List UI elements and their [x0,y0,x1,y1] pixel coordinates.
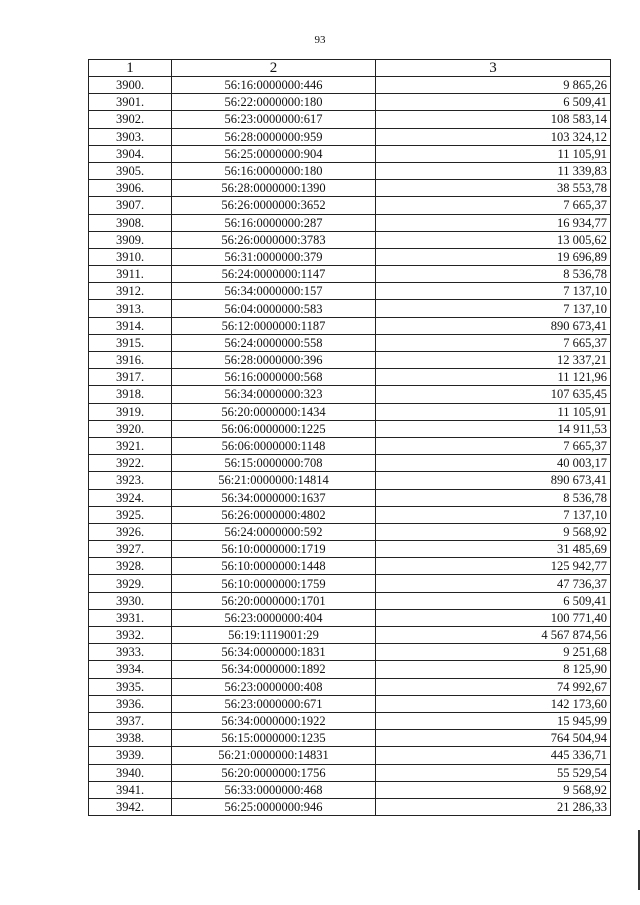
row-value: 890 673,41 [376,472,611,489]
row-value: 40 003,17 [376,455,611,472]
table-row [89,369,611,386]
table-row [89,214,611,231]
cadastral-number: 56:23:0000000:408 [172,678,376,695]
cadastral-number: 56:16:0000000:287 [172,214,376,231]
row-value: 6 509,41 [376,592,611,609]
cadastral-number: 56:26:0000000:3652 [172,197,376,214]
row-value: 8 536,78 [376,266,611,283]
cadastral-number: 56:28:0000000:396 [172,352,376,369]
table-row [89,764,611,781]
cadastral-number: 56:34:0000000:1831 [172,644,376,661]
table-row [89,798,611,815]
cadastral-number: 56:34:0000000:1892 [172,661,376,678]
row-number: 3912. [89,283,172,300]
cadastral-number: 56:34:0000000:157 [172,283,376,300]
table-row [89,609,611,626]
row-number: 3906. [89,180,172,197]
cadastral-number: 56:24:0000000:558 [172,334,376,351]
table-row [89,472,611,489]
cadastral-number: 56:23:0000000:671 [172,695,376,712]
row-number: 3937. [89,712,172,729]
cadastral-number: 56:26:0000000:4802 [172,506,376,523]
cadastral-number: 56:20:0000000:1434 [172,403,376,420]
row-number: 3916. [89,352,172,369]
cadastral-number: 56:10:0000000:1759 [172,575,376,592]
row-number: 3921. [89,437,172,454]
cadastral-number: 56:12:0000000:1187 [172,317,376,334]
row-value: 103 324,12 [376,128,611,145]
cadastral-number: 56:21:0000000:14831 [172,747,376,764]
table-row [89,352,611,369]
row-value: 55 529,54 [376,764,611,781]
row-number: 3907. [89,197,172,214]
cadastral-number: 56:15:0000000:708 [172,455,376,472]
row-number: 3910. [89,248,172,265]
table-row [89,94,611,111]
row-value: 74 992,67 [376,678,611,695]
row-number: 3915. [89,334,172,351]
table-row [89,248,611,265]
row-value: 7 665,37 [376,437,611,454]
cadastral-number: 56:16:0000000:446 [172,77,376,94]
cadastral-number: 56:34:0000000:323 [172,386,376,403]
row-value: 7 665,37 [376,197,611,214]
cadastral-number: 56:34:0000000:1922 [172,712,376,729]
table-row [89,558,611,575]
row-number: 3942. [89,798,172,815]
row-value: 13 005,62 [376,231,611,248]
row-number: 3902. [89,111,172,128]
row-number: 3924. [89,489,172,506]
cadastral-number: 56:28:0000000:1390 [172,180,376,197]
row-value: 9 568,92 [376,523,611,540]
table-row [89,747,611,764]
table-row [89,661,611,678]
table-row [89,644,611,661]
table-row [89,678,611,695]
table-row [89,197,611,214]
table-row [89,627,611,644]
row-value: 107 635,45 [376,386,611,403]
table-row [89,523,611,540]
row-value: 445 336,71 [376,747,611,764]
row-number: 3935. [89,678,172,695]
cadastral-number: 56:16:0000000:568 [172,369,376,386]
row-number: 3919. [89,403,172,420]
table-row [89,489,611,506]
table-row [89,592,611,609]
cadastral-number: 56:24:0000000:592 [172,523,376,540]
row-value: 9 865,26 [376,77,611,94]
row-value: 19 696,89 [376,248,611,265]
row-number: 3934. [89,661,172,678]
table-row [89,506,611,523]
cadastral-number: 56:28:0000000:959 [172,128,376,145]
row-value: 4 567 874,56 [376,627,611,644]
table-body [89,77,611,816]
row-number: 3904. [89,145,172,162]
cadastral-number: 56:26:0000000:3783 [172,231,376,248]
row-number: 3938. [89,730,172,747]
row-number: 3920. [89,420,172,437]
row-value: 38 553,78 [376,180,611,197]
table-row [89,386,611,403]
row-value: 8 536,78 [376,489,611,506]
row-number: 3929. [89,575,172,592]
cadastral-table [88,59,611,816]
table-row [89,437,611,454]
row-number: 3932. [89,627,172,644]
row-number: 3931. [89,609,172,626]
row-number: 3911. [89,266,172,283]
table-row [89,145,611,162]
cadastral-number: 56:15:0000000:1235 [172,730,376,747]
row-value: 11 105,91 [376,403,611,420]
row-value: 31 485,69 [376,541,611,558]
row-value: 9 251,68 [376,644,611,661]
row-value: 21 286,33 [376,798,611,815]
cadastral-number: 56:10:0000000:1448 [172,558,376,575]
row-value: 7 137,10 [376,506,611,523]
row-number: 3905. [89,162,172,179]
row-number: 3923. [89,472,172,489]
table-row [89,575,611,592]
table-row [89,730,611,747]
row-value: 47 736,37 [376,575,611,592]
row-value: 7 137,10 [376,283,611,300]
row-value: 15 945,99 [376,712,611,729]
row-value: 142 173,60 [376,695,611,712]
cadastral-number: 56:06:0000000:1225 [172,420,376,437]
table-row [89,111,611,128]
table-row [89,128,611,145]
cadastral-number: 56:23:0000000:404 [172,609,376,626]
cadastral-number: 56:06:0000000:1148 [172,437,376,454]
row-value: 125 942,77 [376,558,611,575]
row-value: 11 105,91 [376,145,611,162]
table-row [89,231,611,248]
row-value: 12 337,21 [376,352,611,369]
column-header-2: 2 [172,60,376,77]
table-row [89,180,611,197]
cadastral-number: 56:22:0000000:180 [172,94,376,111]
row-number: 3918. [89,386,172,403]
row-value: 764 504,94 [376,730,611,747]
row-number: 3909. [89,231,172,248]
row-value: 100 771,40 [376,609,611,626]
row-value: 890 673,41 [376,317,611,334]
page-number: 93 [314,34,326,46]
row-number: 3913. [89,300,172,317]
row-number: 3928. [89,558,172,575]
row-number: 3927. [89,541,172,558]
row-value: 108 583,14 [376,111,611,128]
row-number: 3926. [89,523,172,540]
table-row [89,266,611,283]
cadastral-number: 56:34:0000000:1637 [172,489,376,506]
row-number: 3917. [89,369,172,386]
row-number: 3908. [89,214,172,231]
cadastral-number: 56:31:0000000:379 [172,248,376,265]
row-number: 3930. [89,592,172,609]
cadastral-number: 56:24:0000000:1147 [172,266,376,283]
cadastral-number: 56:19:1119001:29 [172,627,376,644]
row-value: 9 568,92 [376,781,611,798]
row-number: 3940. [89,764,172,781]
table-row [89,317,611,334]
row-value: 8 125,90 [376,661,611,678]
cadastral-number: 56:23:0000000:617 [172,111,376,128]
cadastral-number: 56:25:0000000:904 [172,145,376,162]
cadastral-number: 56:16:0000000:180 [172,162,376,179]
cadastral-number: 56:21:0000000:14814 [172,472,376,489]
table-row [89,541,611,558]
table-row [89,781,611,798]
column-header-1: 1 [89,60,172,77]
row-number: 3933. [89,644,172,661]
cadastral-number: 56:04:0000000:583 [172,300,376,317]
row-number: 3922. [89,455,172,472]
table-row [89,334,611,351]
row-value: 11 339,83 [376,162,611,179]
row-number: 3936. [89,695,172,712]
cadastral-number: 56:10:0000000:1719 [172,541,376,558]
cadastral-number: 56:20:0000000:1701 [172,592,376,609]
row-number: 3914. [89,317,172,334]
row-value: 7 665,37 [376,334,611,351]
table-row [89,455,611,472]
column-header-3: 3 [376,60,611,77]
row-number: 3903. [89,128,172,145]
table-row [89,695,611,712]
table-header-row [89,60,611,77]
row-value: 14 911,53 [376,420,611,437]
row-value: 6 509,41 [376,94,611,111]
table-row [89,300,611,317]
table-row [89,283,611,300]
table-row [89,403,611,420]
row-number: 3939. [89,747,172,764]
row-value: 7 137,10 [376,300,611,317]
row-value: 11 121,96 [376,369,611,386]
row-number: 3941. [89,781,172,798]
table-row [89,77,611,94]
row-number: 3901. [89,94,172,111]
table-row [89,712,611,729]
row-value: 16 934,77 [376,214,611,231]
table-row [89,420,611,437]
row-number: 3900. [89,77,172,94]
table-row [89,162,611,179]
cadastral-number: 56:20:0000000:1756 [172,764,376,781]
cadastral-number: 56:33:0000000:468 [172,781,376,798]
cadastral-number: 56:25:0000000:946 [172,798,376,815]
row-number: 3925. [89,506,172,523]
